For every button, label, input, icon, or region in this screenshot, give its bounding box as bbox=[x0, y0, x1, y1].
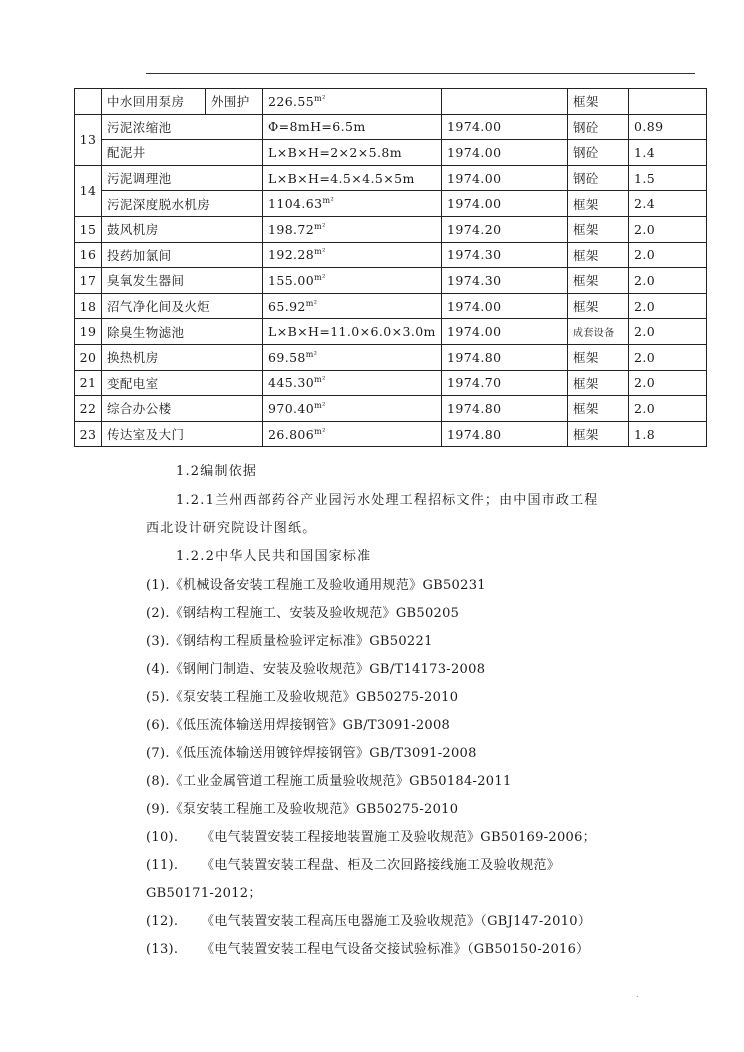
cell-structure: 框架 bbox=[568, 191, 629, 217]
table-row bbox=[75, 268, 707, 294]
list-item: (7).《低压流体输送用镀锌焊接钢管》GB/T3091-2008 bbox=[146, 746, 477, 761]
cell-elevation: 1974.20 bbox=[442, 216, 568, 242]
cell-spec: $445.30^{m^2}$ bbox=[263, 370, 442, 396]
table-row bbox=[75, 396, 707, 422]
list-item: (4).《钢闸门制造、安装及验收规范》GB/T14173-2008 bbox=[146, 662, 486, 677]
cell-name: 臭氧发生器间 bbox=[102, 268, 263, 294]
cell-name: 传达室及大门 bbox=[102, 421, 263, 447]
cell-factor: 2.0 bbox=[629, 293, 707, 319]
cell-name: 换热机房 bbox=[102, 344, 263, 370]
cell-no: 19 bbox=[75, 319, 102, 345]
cell-structure: 钢砼 bbox=[568, 114, 629, 140]
cell-structure: 钢砼 bbox=[568, 165, 629, 191]
cell-factor: 2.0 bbox=[629, 268, 707, 294]
list-item: (9).《泵安装工程施工及验收规范》GB50275-2010 bbox=[146, 802, 459, 817]
table-row bbox=[75, 344, 707, 370]
cell-spec: $1104.63^{m^2}$ bbox=[263, 191, 442, 217]
cell-elevation: 1974.00 bbox=[442, 114, 568, 140]
cell-name: 变配电室 bbox=[102, 370, 263, 396]
table-row bbox=[75, 216, 707, 242]
cell-no: 20 bbox=[75, 344, 102, 370]
table-row bbox=[75, 114, 707, 140]
cell-spec: L×B×H=2×2×5.8m bbox=[263, 140, 442, 166]
list-item: (10). 《电气装置安装工程接地装置施工及验收规范》GB50169-2006； bbox=[146, 830, 596, 845]
list-item: (1).《机械设备安装工程施工及验收通用规范》GB50231 bbox=[146, 578, 486, 593]
cell-name: 配泥井 bbox=[102, 140, 263, 166]
cell-elevation: 1974.30 bbox=[442, 268, 568, 294]
cell-name: 综合办公楼 bbox=[102, 396, 263, 422]
cell-structure: 框架 bbox=[568, 293, 629, 319]
cell-no: 17 bbox=[75, 268, 102, 294]
cell-spec: $155.00^{m^2}$ bbox=[263, 268, 442, 294]
cell-name: 污泥调理池 bbox=[102, 165, 263, 191]
cell-factor: 1.8 bbox=[629, 421, 707, 447]
cell-structure: 框架 bbox=[568, 268, 629, 294]
cell-name: 除臭生物滤池 bbox=[102, 319, 263, 345]
cell-elevation: 1974.70 bbox=[442, 370, 568, 396]
list-item: (5).《泵安装工程施工及验收规范》GB50275-2010 bbox=[146, 690, 459, 705]
cell-name: 投药加氯间 bbox=[102, 242, 263, 268]
table-row bbox=[75, 421, 707, 447]
cell-factor: 2.4 bbox=[629, 191, 707, 217]
table-row bbox=[75, 140, 707, 166]
cell-no: 23 bbox=[75, 421, 102, 447]
cell-factor: 2.0 bbox=[629, 216, 707, 242]
cell-structure: 框架 bbox=[568, 89, 629, 115]
cell-factor: 2.0 bbox=[629, 396, 707, 422]
paragraph-2: 1.2.2中华人民共和国国家标准 bbox=[176, 549, 372, 564]
table-row bbox=[75, 370, 707, 396]
cell-name: 鼓风机房 bbox=[102, 216, 263, 242]
cell-elevation: 1974.80 bbox=[442, 396, 568, 422]
cell-factor: 2.0 bbox=[629, 344, 707, 370]
table-row bbox=[75, 165, 707, 191]
cell-no: 16 bbox=[75, 242, 102, 268]
section-heading: 1.2编制依据 bbox=[176, 464, 258, 479]
cell-structure: 框架 bbox=[568, 370, 629, 396]
table-row bbox=[75, 191, 707, 217]
header-rule bbox=[146, 73, 695, 74]
cell-structure: 钢砼 bbox=[568, 140, 629, 166]
cell-factor: 2.0 bbox=[629, 242, 707, 268]
paragraph-1-line-2: 西北设计研究院设计图纸。 bbox=[146, 521, 317, 536]
cell-elevation: 1974.00 bbox=[442, 165, 568, 191]
cell-no: 18 bbox=[75, 293, 102, 319]
list-item: (3).《钢结构工程质量检验评定标准》GB50221 bbox=[146, 634, 433, 649]
structures-table bbox=[74, 88, 707, 447]
cell-factor: 2.0 bbox=[629, 319, 707, 345]
cell-structure: 框架 bbox=[568, 421, 629, 447]
cell-elevation: 1974.00 bbox=[442, 293, 568, 319]
table-row bbox=[75, 242, 707, 268]
cell-elevation: 1974.00 bbox=[442, 191, 568, 217]
cell-no: 21 bbox=[75, 370, 102, 396]
cell-no: 14 bbox=[75, 165, 102, 216]
page-footer-mark: . bbox=[636, 990, 639, 999]
cell-spec: $970.40^{m^2}$ bbox=[263, 396, 442, 422]
cell-elevation bbox=[442, 89, 568, 115]
cell-spec: $69.58^{m^2}$ bbox=[263, 344, 442, 370]
cell-structure: 框架 bbox=[568, 242, 629, 268]
list-item: (13). 《电气装置安装工程电气设备交接试验标准》（GB50150-2016） bbox=[146, 942, 590, 957]
cell-structure: 成套设备 bbox=[568, 319, 629, 345]
list-item: (11). 《电气装置安装工程盘、柜及二次回路接线施工及验收规范》 bbox=[146, 858, 561, 873]
cell-name: 污泥深度脱水机房 bbox=[102, 191, 263, 217]
table-row bbox=[75, 319, 707, 345]
table-row bbox=[75, 293, 707, 319]
cell-factor: 1.4 bbox=[629, 140, 707, 166]
cell-spec: Φ=8mH=6.5m bbox=[263, 114, 442, 140]
cell-name-extra: 外围护 bbox=[206, 89, 263, 115]
cell-elevation: 1974.00 bbox=[442, 319, 568, 345]
cell-elevation: 1974.00 bbox=[442, 140, 568, 166]
cell-name: 污泥浓缩池 bbox=[102, 114, 263, 140]
cell-structure: 框架 bbox=[568, 216, 629, 242]
cell-spec: $65.92^{m^2}$ bbox=[263, 293, 442, 319]
cell-factor: 1.5 bbox=[629, 165, 707, 191]
cell-name: 中水回用泵房 bbox=[102, 89, 206, 115]
cell-no: 15 bbox=[75, 216, 102, 242]
table-row bbox=[75, 89, 707, 115]
cell-factor bbox=[629, 89, 707, 115]
cell-structure: 框架 bbox=[568, 344, 629, 370]
cell-structure: 框架 bbox=[568, 396, 629, 422]
cell-spec: $198.72^{m^2}$ bbox=[263, 216, 442, 242]
paragraph-1-line-1: 1.2.1兰州西部药谷产业园污水处理工程招标文件；由中国市政工程 bbox=[176, 493, 599, 508]
list-item: (6).《低压流体输送用焊接钢管》GB/T3091-2008 bbox=[146, 718, 451, 733]
cell-spec: L×B×H=4.5×4.5×5m bbox=[263, 165, 442, 191]
cell-factor: 0.89 bbox=[629, 114, 707, 140]
list-item: (12). 《电气装置安装工程高压电器施工及验收规范》（GBJ147-2010） bbox=[146, 914, 592, 929]
list-item-continuation: GB50171-2012； bbox=[146, 886, 262, 901]
cell-spec: $26.806^{m^2}$ bbox=[263, 421, 442, 447]
cell-no: 13 bbox=[75, 114, 102, 165]
cell-elevation: 1974.30 bbox=[442, 242, 568, 268]
cell-elevation: 1974.80 bbox=[442, 421, 568, 447]
cell-name: 沼气净化间及火炬 bbox=[102, 293, 263, 319]
cell-spec: L×B×H=11.0×6.0×3.0m bbox=[263, 319, 442, 345]
cell-no bbox=[75, 89, 102, 115]
cell-no: 22 bbox=[75, 396, 102, 422]
cell-spec: $226.55^{m^2}$ bbox=[263, 89, 442, 115]
cell-factor: 2.0 bbox=[629, 370, 707, 396]
list-item: (2).《钢结构工程施工、安装及验收规范》GB50205 bbox=[146, 606, 460, 621]
cell-spec: $192.28^{m^2}$ bbox=[263, 242, 442, 268]
list-item: (8).《工业金属管道工程施工质量验收规范》GB50184-2011 bbox=[146, 774, 512, 789]
cell-elevation: 1974.80 bbox=[442, 344, 568, 370]
